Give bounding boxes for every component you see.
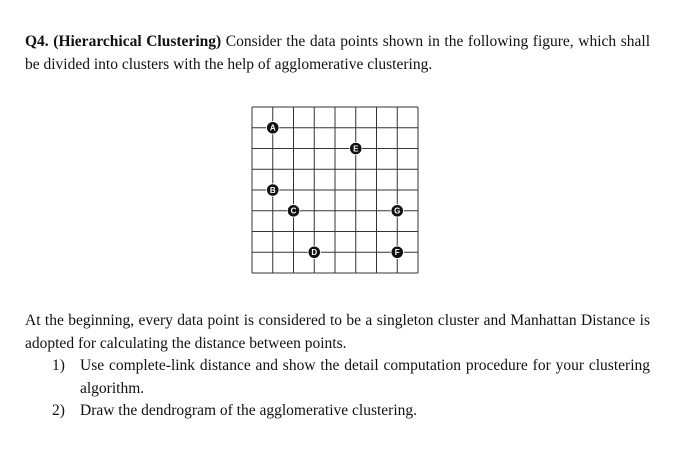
task-list bbox=[52, 355, 650, 423]
task-item-2 bbox=[52, 400, 650, 423]
question-text: Consider the data points shown in the following figure, which shall be divided into clusters with the help of agglomerative clustering. bbox=[25, 33, 650, 73]
data-point-e bbox=[350, 142, 362, 154]
data-point-d bbox=[308, 246, 320, 258]
data-point-label: B bbox=[269, 185, 276, 195]
data-point-label: E bbox=[353, 144, 359, 154]
data-point-c bbox=[287, 205, 299, 217]
task-text: Draw the dendrogram of the agglomerative clustering. bbox=[80, 402, 418, 419]
data-point-a bbox=[267, 122, 279, 134]
data-point-b bbox=[267, 184, 279, 196]
question-paragraph bbox=[25, 31, 650, 76]
data-point-label: F bbox=[394, 248, 400, 258]
task-number: 1) bbox=[52, 357, 65, 374]
data-point-label: D bbox=[311, 248, 318, 258]
data-point-label: G bbox=[394, 206, 401, 216]
data-point-g bbox=[391, 205, 403, 217]
data-point-label: A bbox=[269, 123, 276, 133]
task-item-1 bbox=[52, 355, 650, 400]
data-points-grid-figure bbox=[251, 106, 419, 274]
question-number: Q4. bbox=[25, 33, 49, 50]
intro-paragraph: At the beginning, every data point is considered to be a singleton cluster and Manhattan Distance is adopted for calculating the distance between points. bbox=[25, 312, 650, 352]
task-number: 2) bbox=[52, 402, 65, 419]
data-point-f bbox=[391, 246, 403, 258]
question-topic: (Hierarchical Clustering) bbox=[53, 33, 222, 50]
task-text: Use complete-link distance and show the detail computation procedure for your clustering algorithm. bbox=[80, 357, 650, 397]
data-point-label: C bbox=[290, 206, 297, 216]
